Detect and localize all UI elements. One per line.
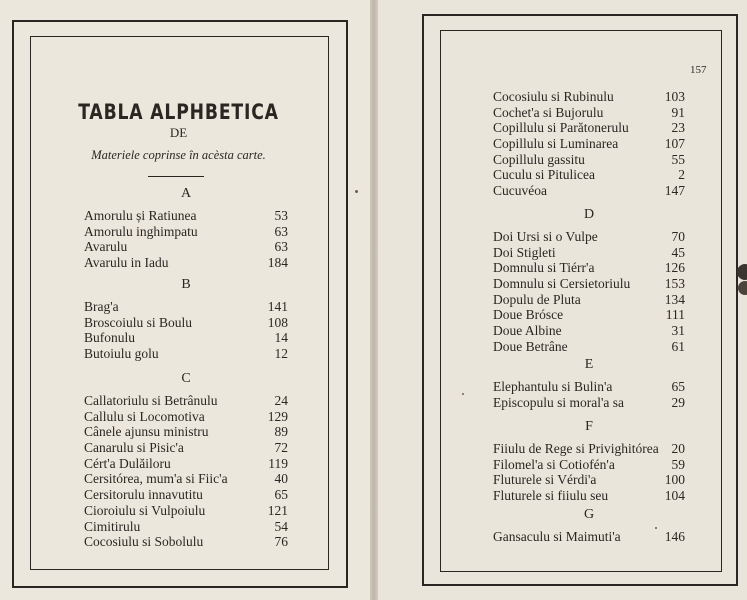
index-entry [493, 276, 685, 292]
entry-page: 91 [671, 104, 685, 120]
paper-speck [462, 393, 464, 395]
entry-page: 40 [274, 471, 288, 487]
entry-page: 53 [274, 208, 288, 223]
entry-title: Callulu si Locomotiva [84, 408, 205, 424]
index-entry [493, 323, 685, 339]
entry-title: Cioroiulu si Vulpoiulu [84, 502, 206, 518]
index-entry [493, 245, 685, 261]
index-entry [493, 292, 685, 308]
index-entry [493, 89, 685, 105]
entry-page: 12 [274, 346, 288, 362]
index-entry [493, 529, 685, 545]
entry-page: 111 [665, 307, 685, 323]
index-entry [84, 409, 288, 425]
entry-title: Cucuvéoa [493, 183, 547, 199]
entry-page: 29 [671, 394, 685, 410]
entry-title: Doi Ursi si o Vulpe [493, 229, 598, 244]
index-entry [84, 534, 288, 550]
index-entry [84, 224, 288, 240]
entry-page: 126 [664, 260, 685, 276]
entry-title: Domnulu si Cersietoriulu [493, 276, 631, 292]
page-title: TABLA ALPHBETICA [78, 100, 279, 124]
entry-page: 72 [274, 440, 288, 456]
entry-page: 65 [671, 379, 685, 394]
entry-page: 119 [268, 455, 288, 471]
page-description: Materiele coprinse în acèsta carte. [91, 148, 266, 162]
entry-title: Cért'a Dulăiloru [84, 455, 171, 471]
entry-title: Brag'a [84, 299, 119, 314]
index-entry [493, 183, 685, 199]
entry-page: 24 [274, 393, 288, 408]
entry-title: Cocosiulu si Sobolulu [84, 534, 204, 550]
page-subtitle: DE [169, 125, 188, 140]
entry-title: Cersitorulu innavutitu [84, 487, 203, 503]
entry-page: 141 [267, 299, 288, 314]
index-entry [493, 105, 685, 121]
entry-title: Fiiulu de Rege si Privighitórea [493, 441, 659, 456]
section-letter: A [180, 186, 192, 201]
entry-title: Domnulu si Tiérr'a [493, 260, 595, 276]
paper-speck [355, 190, 358, 193]
index-section-f [493, 417, 685, 504]
entry-title: Fluturele si Vérdi'a [493, 472, 597, 488]
index-entry [493, 307, 685, 323]
entry-page: 121 [267, 502, 288, 518]
book-spine [370, 0, 378, 600]
index-entry [84, 330, 288, 346]
entry-title: Butoiulu golu [84, 346, 159, 362]
index-entry [84, 393, 288, 409]
index-entry [493, 120, 685, 136]
entry-title: Avarulu [84, 239, 128, 255]
entry-title: Cochet'a si Bujorulu [493, 104, 604, 120]
entry-page: 59 [671, 456, 685, 472]
entry-page: 45 [671, 244, 685, 260]
entry-page: 153 [664, 276, 685, 292]
section-letter: E [584, 357, 594, 372]
entry-page: 63 [274, 223, 288, 239]
section-letter: F [585, 419, 593, 434]
entry-title: Avarulu in Iadu [84, 255, 169, 271]
index-entry [493, 488, 685, 504]
entry-title: Gansaculu si Maimuti'a [493, 529, 621, 544]
section-letter: D [583, 207, 595, 222]
index-entry [493, 441, 685, 457]
entry-page: 31 [671, 323, 685, 339]
entry-title: Fluturele si fiiulu seu [493, 488, 609, 504]
entry-page: 20 [671, 441, 685, 456]
index-section-d [493, 205, 685, 355]
entry-page: 146 [664, 529, 685, 544]
entry-page: 107 [664, 136, 685, 152]
entry-page: 54 [274, 518, 288, 534]
entry-title: Bufonulu [84, 330, 136, 346]
index-entry [493, 379, 685, 395]
index-entry [493, 152, 685, 168]
entry-page: 104 [664, 488, 685, 504]
index-entry [84, 456, 288, 472]
entry-page: 14 [274, 330, 288, 346]
entry-page: 147 [664, 183, 685, 199]
entry-page: 184 [267, 255, 288, 271]
index-entry [493, 167, 685, 183]
entry-title: Dopulu de Pluta [493, 291, 581, 307]
index-entry [493, 136, 685, 152]
index-entry [493, 472, 685, 488]
entry-title: Filomel'a si Cotiofén'a [493, 456, 615, 472]
entry-title: Cersitórea, mum'a si Fiic'a [84, 471, 228, 487]
entry-title: Callatoriulu si Betrânulu [84, 393, 218, 408]
entry-page: 61 [671, 338, 685, 354]
index-entry [84, 208, 288, 224]
section-letter: G [583, 507, 595, 522]
entry-page: 129 [267, 408, 288, 424]
entry-title: Copillulu si Parătonerulu [493, 120, 629, 136]
entry-title: Doue Betrâne [493, 338, 568, 354]
index-entry [493, 395, 685, 411]
entry-title: Cimitirulu [84, 518, 141, 534]
index-entry [493, 260, 685, 276]
index-entry [84, 424, 288, 440]
entry-title: Copillulu si Luminarea [493, 136, 619, 152]
entry-page: 55 [671, 151, 685, 167]
entry-title: Copillulu gassitu [493, 151, 585, 167]
entry-title: Episcopulu si moral'a sa [493, 394, 625, 410]
title-divider [148, 176, 204, 177]
index-entry [84, 315, 288, 331]
index-section-e [493, 355, 685, 410]
index-section-b [84, 275, 288, 362]
entry-page: 100 [664, 472, 685, 488]
entry-title: Broscoiulu si Boulu [84, 314, 193, 330]
entry-page: 89 [274, 424, 288, 440]
entry-title: Elephantulu si Bulin'a [493, 379, 613, 394]
entry-title: Cocosiulu si Rubinulu [493, 89, 614, 104]
book-clasp-icon [733, 262, 747, 298]
entry-title: Cuculu si Pitulicea [493, 167, 595, 183]
entry-page: 108 [267, 314, 288, 330]
entry-title: Amorulu inghimpatu [84, 223, 198, 239]
entry-title: Doi Stigleti [493, 244, 556, 260]
entry-page: 23 [671, 120, 685, 136]
index-entry [84, 239, 288, 255]
section-letter: C [181, 371, 191, 386]
entry-page: 76 [274, 534, 288, 550]
index-entry [493, 229, 685, 245]
index-entry [493, 457, 685, 473]
entry-page: 134 [664, 291, 685, 307]
index-entry [84, 299, 288, 315]
entry-title: Amorulu și Ratiunea [84, 208, 197, 223]
entry-title: Canarulu si Pisic'a [84, 440, 184, 456]
entry-page: 70 [671, 229, 685, 244]
entry-page: 63 [274, 239, 288, 255]
index-entry [84, 487, 288, 503]
entry-page: 65 [274, 487, 288, 503]
index-entry [84, 255, 288, 271]
entry-title: Doue Brósce [493, 307, 564, 323]
index-section-c-continued [493, 89, 685, 199]
index-entry [84, 503, 288, 519]
index-entry [84, 519, 288, 535]
index-entry [84, 440, 288, 456]
index-entry [84, 346, 288, 362]
index-section-g [493, 505, 685, 545]
entry-title: Cânele ajunsu ministru [84, 424, 209, 440]
entry-page: 2 [678, 167, 685, 183]
page-number: 157 [690, 64, 707, 76]
index-entry [84, 471, 288, 487]
section-letter: B [181, 277, 191, 292]
entry-page: 103 [664, 89, 685, 104]
index-section-a [84, 184, 288, 271]
index-entry [493, 339, 685, 355]
paper-speck [655, 527, 657, 529]
entry-title: Doue Albine [493, 323, 562, 339]
index-section-c [84, 369, 288, 550]
